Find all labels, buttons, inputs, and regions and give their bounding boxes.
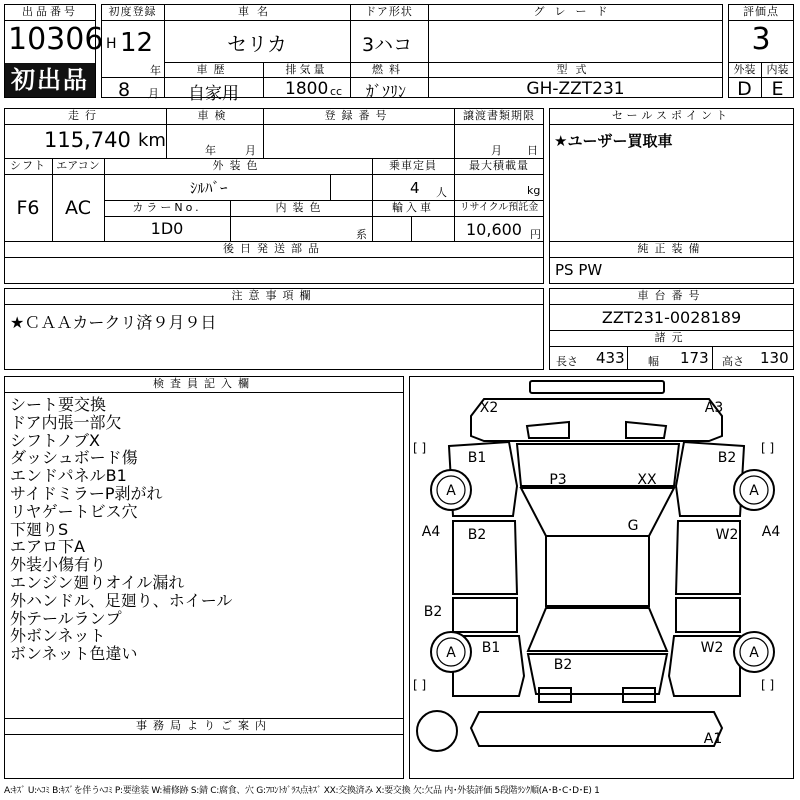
first-listing-badge: 初出品 (5, 63, 95, 97)
legend: A:ｷｽﾞ U:ﾍｺﾐ B:ｷｽﾞを伴うﾍｺﾐ P:要塗装 W:補修跡 S:錆 C:腐食、穴 G:ﾌﾛﾝﾄｶﾞﾗｽ点ｷｽﾞ XX:交換済み X:要交換 欠:欠品 内･外装評価 5段階ﾗﾝｸ順(A･B･C･D･E) 1 (4, 786, 600, 796)
reg-month: 8 (118, 79, 131, 101)
door-label: ドア形状 (365, 5, 413, 18)
inspection-label: 車検 (197, 109, 232, 122)
length-label: 長さ (556, 355, 578, 368)
list-item: エンドパネルB1 (10, 466, 127, 486)
int-label: 内装 (766, 63, 789, 76)
equipment: PS PW (555, 261, 603, 279)
lot-label: 出品番号 (22, 5, 78, 18)
fuel: ｶﾞｿﾘﾝ (366, 82, 407, 101)
grade-label: グレード (533, 5, 618, 18)
chassis-number: ZZT231-0028189 (601, 308, 742, 327)
length: 433 (596, 349, 625, 367)
mark-b1-rear: B1 (481, 640, 501, 656)
colorno-label: カラーNo. (132, 201, 202, 214)
list-item: シフトノブX (10, 430, 101, 450)
fuel-label: 燃料 (372, 63, 406, 76)
mark-a3: A3 (704, 400, 724, 416)
model-label: 型式 (556, 63, 595, 76)
shift-label: シフト (10, 159, 46, 172)
year-unit: 年 (150, 64, 161, 77)
disp-unit: cc (330, 85, 343, 98)
list-item: エアロ下A (10, 537, 85, 557)
insp-month-unit: 月 (245, 144, 256, 157)
later-parts-label: 後日発送部品 (223, 242, 325, 255)
height: 130 (760, 349, 789, 367)
equip-label: 純正装備 (637, 242, 706, 255)
list-item: 外ハンドル、足廻り、ホイール (10, 590, 233, 610)
mark-g: G (627, 518, 639, 534)
era: H (106, 36, 117, 52)
inspector-list (10, 396, 400, 663)
mark-xx: XX (637, 472, 657, 488)
mark-b2-front: B2 (717, 450, 737, 466)
bracket-rl: [ ] (413, 678, 427, 692)
color: ｼﾙﾊﾞｰ (190, 179, 228, 197)
list-item: ボンネット色違い (10, 644, 138, 664)
int-grade: E (771, 78, 784, 100)
capacity-unit: 人 (436, 186, 447, 199)
tire-mark-fl: A (446, 483, 456, 499)
score: 3 (751, 22, 771, 57)
inspector-label: 検査員記入欄 (153, 377, 255, 390)
list-item: ドア内張一部欠 (10, 412, 122, 432)
width: 173 (680, 349, 709, 367)
bracket-fl: [ ] (413, 441, 427, 455)
recycle-label: リサイクル預託金 (459, 202, 539, 213)
mark-p3: P3 (549, 472, 567, 488)
car-diagram (409, 376, 794, 779)
regno-label: 登録番号 (324, 109, 393, 122)
list-item: リヤゲートビス穴 (10, 501, 138, 521)
insp-year-unit: 年 (205, 144, 216, 157)
mark-a4-right: A4 (761, 524, 781, 540)
displacement: 1800 (285, 79, 329, 99)
history: 自家用 (188, 84, 239, 104)
reg-label: 初度登録 (108, 5, 157, 18)
sales-point: ★ユーザー買取車 (554, 132, 673, 150)
recycle-fee: 10,600 (466, 220, 522, 239)
bracket-fr: [ ] (761, 441, 775, 455)
tire-mark-fr: A (749, 483, 759, 499)
list-item: 下廻りS (10, 519, 69, 539)
intcolor-label: 内装色 (275, 201, 327, 214)
list-item: エンジン廻りオイル漏れ (10, 572, 185, 592)
list-item: 外装小傷有り (10, 555, 107, 575)
load-unit: kg (527, 184, 541, 197)
intcolor-unit: 系 (356, 228, 367, 241)
mark-w2-right-door: W2 (715, 527, 739, 543)
mark-w2-rear: W2 (700, 640, 724, 656)
recycle-unit: 円 (530, 228, 541, 241)
score-label: 評価点 (743, 5, 779, 18)
caution-text: ★ＣＡＡカークリ済９月９日 (10, 313, 217, 332)
mark-a1-rear: A1 (703, 731, 723, 747)
width-label: 幅 (648, 355, 659, 368)
mileage: 115,740 (44, 128, 131, 152)
car-name: セリカ (227, 32, 287, 56)
disp-label: 排気量 (285, 63, 328, 76)
mark-b2-trunk: B2 (553, 657, 573, 673)
lot-number: 10306 (8, 22, 104, 57)
door-type: 3ハコ (362, 34, 413, 56)
mileage-unit: km (138, 130, 166, 151)
ac-label: エアコン (56, 159, 100, 172)
month-unit: 月 (148, 87, 159, 100)
height-label: 高さ (722, 355, 744, 368)
transfer-month-unit: 月 (491, 144, 502, 157)
name-label: 車名 (238, 5, 276, 18)
sales-label: セールスポイント (611, 109, 731, 122)
mark-x2: X2 (479, 400, 499, 416)
list-item: 外ボンネット (10, 626, 106, 646)
tire-mark-rr: A (749, 645, 759, 661)
list-item: ダッシュボード傷 (10, 448, 138, 468)
tire-mark-rl: A (446, 645, 456, 661)
list-item: 外テールランプ (10, 608, 122, 628)
capacity: 4 (410, 179, 420, 197)
transfer-day-unit: 日 (527, 144, 538, 157)
office-label: 事務局よりご案内 (136, 719, 272, 732)
mark-b2-left-rear: B2 (423, 604, 443, 620)
import-label: 輸入車 (392, 201, 434, 214)
reg-year: 12 (120, 28, 154, 58)
ext-grade: D (737, 78, 752, 100)
list-item: サイドミラーP剥がれ (10, 483, 163, 503)
list-item: シート要交換 (10, 395, 107, 414)
transfer-label: 譲渡書類期限 (463, 109, 535, 122)
capacity-label: 乗車定員 (389, 159, 437, 172)
mileage-label: 走行 (68, 109, 102, 122)
aircon: AC (65, 197, 91, 219)
color-label: 外装色 (212, 159, 264, 172)
history-label: 車歴 (196, 63, 231, 76)
caution-label: 注意事項欄 (231, 289, 317, 302)
chassis-label: 車台番号 (637, 289, 706, 302)
mark-b1-front: B1 (467, 450, 487, 466)
ext-label: 外装 (733, 63, 756, 76)
bracket-rr: [ ] (761, 678, 775, 692)
color-number: 1D0 (150, 219, 184, 238)
mark-a4-left: A4 (421, 524, 441, 540)
mark-b2-left-door: B2 (467, 527, 487, 543)
shift: F6 (16, 197, 40, 219)
dims-label: 諸元 (654, 331, 689, 344)
model-code: GH-ZZT231 (526, 79, 625, 99)
load-label: 最大積載量 (469, 159, 529, 172)
